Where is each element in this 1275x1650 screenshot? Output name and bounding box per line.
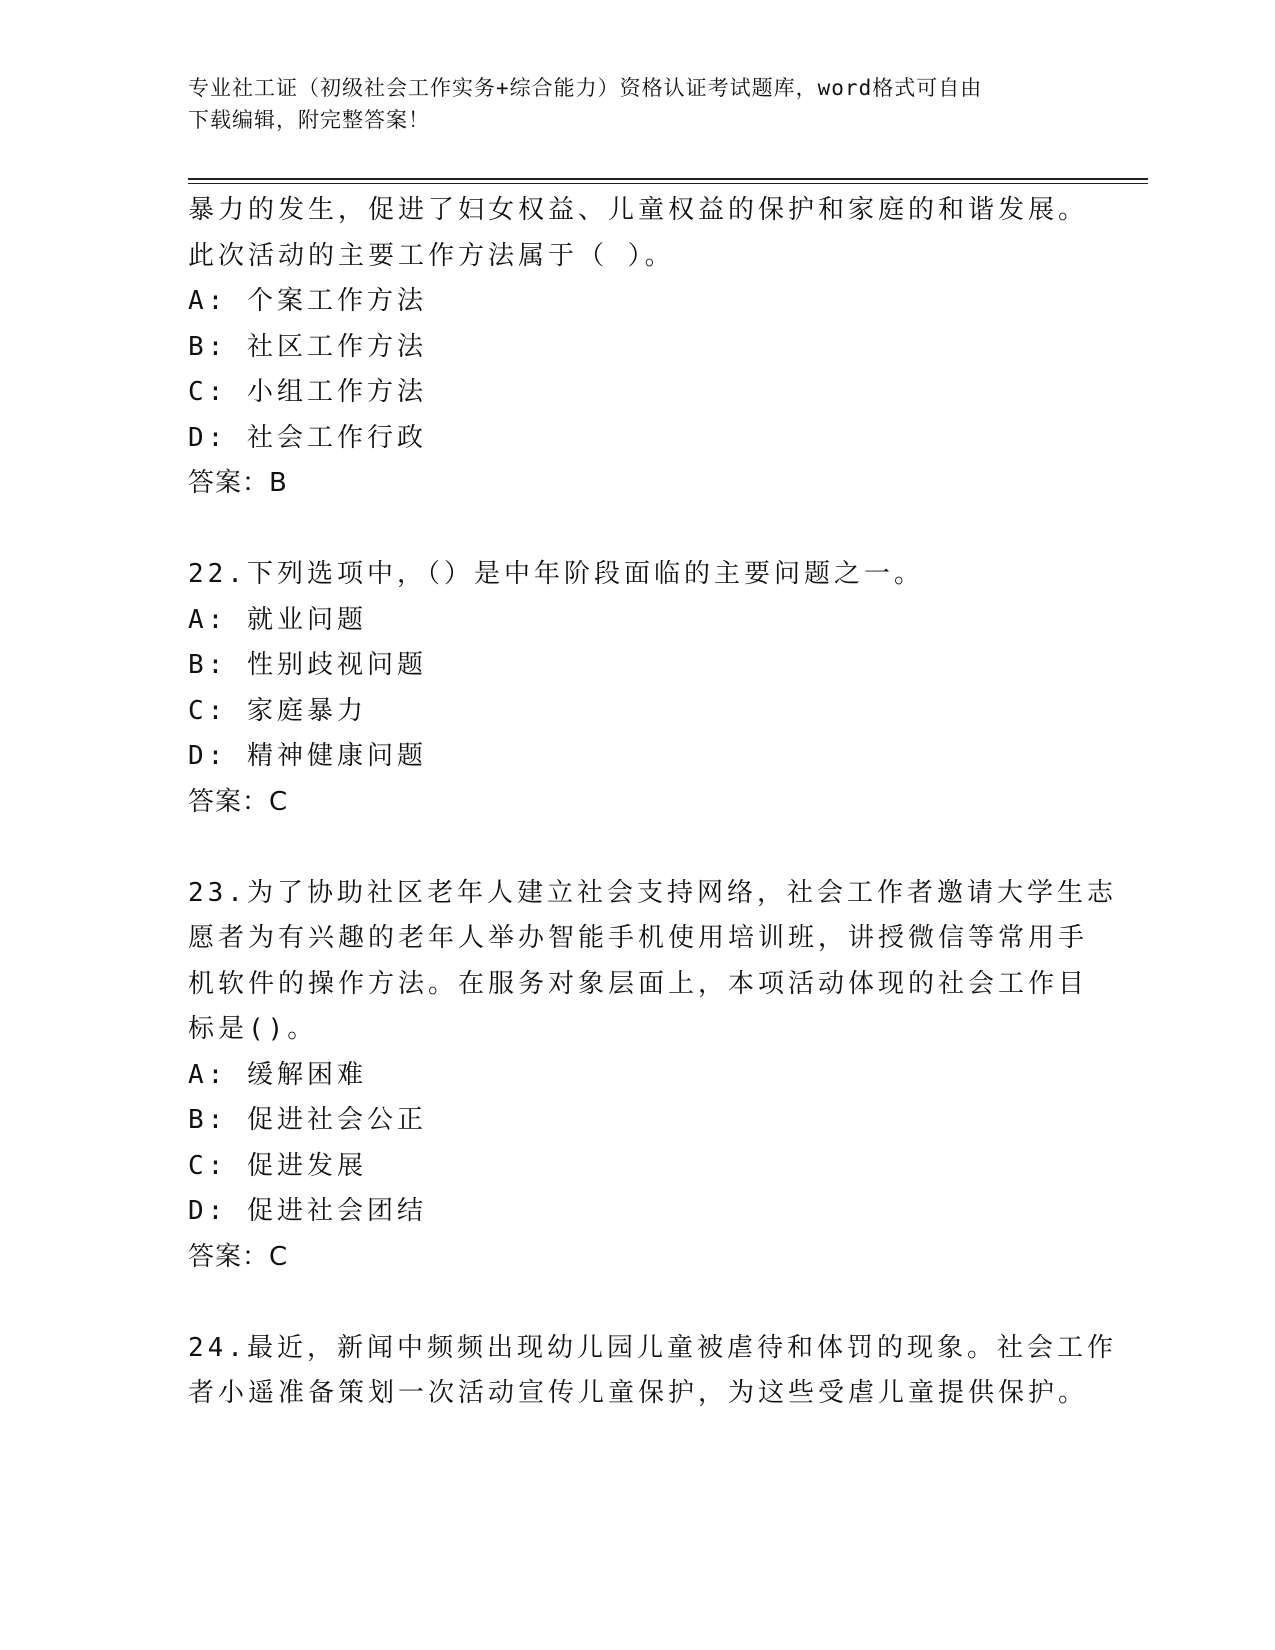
option-d: D: 社会工作行政 — [188, 422, 427, 453]
option-c: C: 家庭暴力 — [188, 695, 367, 726]
option-a: A: 个案工作方法 — [188, 286, 427, 316]
answer: 答案：C — [188, 786, 289, 817]
header-divider-thick — [188, 178, 1148, 180]
option-b: B: 社区工作方法 — [188, 331, 427, 362]
question-stem-line: 暴力的发生，促进了妇女权益、儿童权益的保护和家庭的和谐发展。 — [188, 195, 1089, 225]
question-stem-line: 者小遥准备策划一次活动宣传儿童保护，为这些受虐儿童提供保护。 — [188, 1378, 1089, 1408]
question-stem-line: 愿者为有兴趣的老年人举办智能手机使用培训班，讲授微信等常用手 — [188, 923, 1089, 953]
option-a: A: 缓解困难 — [188, 1059, 367, 1090]
question-21-continuation — [188, 188, 1088, 507]
question-stem-line: 标是()。 — [188, 1014, 318, 1044]
spacer — [188, 507, 1088, 553]
option-d: D: 促进社会团结 — [188, 1196, 427, 1226]
spacer — [188, 1280, 1088, 1326]
question-24 — [188, 1326, 1117, 1417]
answer: 答案：C — [188, 1241, 289, 1272]
document-header — [188, 72, 1088, 136]
option-d: D: 精神健康问题 — [188, 741, 427, 771]
question-stem-line: 24.最近，新闻中频频出现幼儿园儿童被虐待和体罚的现象。社会工作 — [188, 1332, 1117, 1363]
option-b: B: 促进社会公正 — [188, 1105, 427, 1135]
answer: 答案：B — [188, 468, 288, 498]
option-c: C: 促进发展 — [188, 1150, 367, 1181]
question-23 — [188, 871, 1117, 1281]
header-line-1: 专业社工证（初级社会工作实务+综合能力）资格认证考试题库，word格式可自由 — [188, 76, 983, 100]
question-22 — [188, 552, 1088, 825]
header-line-2: 下载编辑，附完整答案！ — [188, 108, 430, 132]
option-c: C: 小组工作方法 — [188, 377, 427, 407]
question-stem-line: 23.为了协助社区老年人建立社会支持网络，社会工作者邀请大学生志 — [188, 877, 1117, 908]
question-stem: 22.下列选项中，（）是中年阶段面临的主要问题之一。 — [188, 559, 924, 589]
option-b: B: 性别歧视问题 — [188, 650, 427, 680]
header-divider-thin — [188, 183, 1148, 184]
spacer — [188, 825, 1088, 871]
question-stem-line: 此次活动的主要工作方法属于（ ）。 — [188, 240, 675, 271]
option-a: A: 就业问题 — [188, 604, 367, 635]
question-stem-line: 机软件的操作方法。在服务对象层面上，本项活动体现的社会工作目 — [188, 968, 1089, 999]
question-content — [188, 188, 1117, 1417]
